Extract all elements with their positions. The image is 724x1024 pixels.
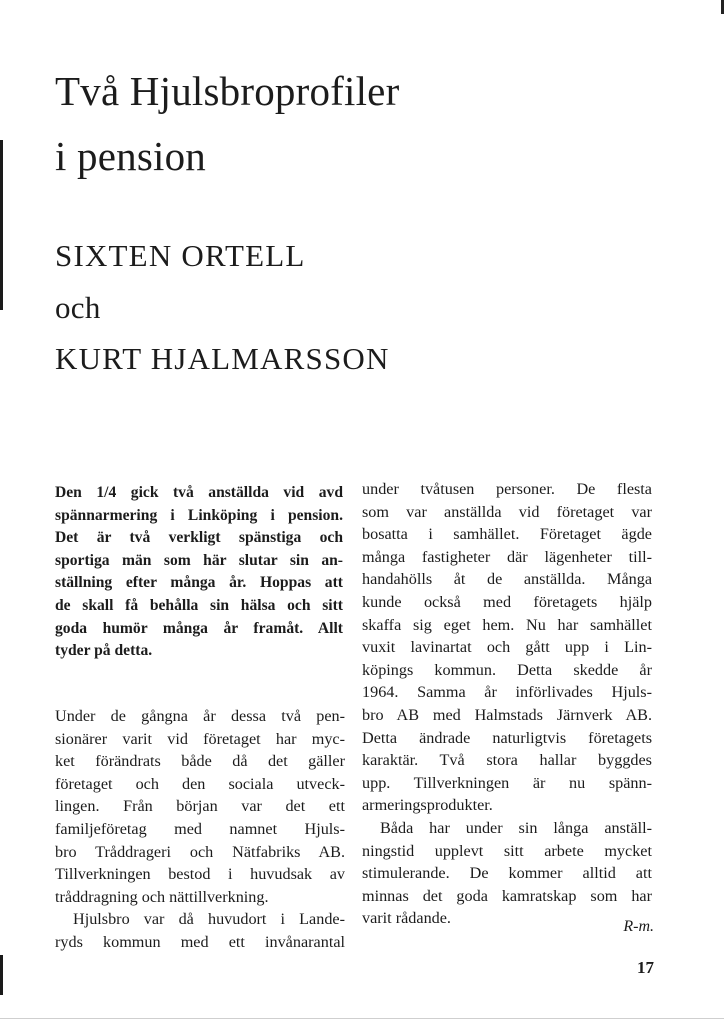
body-line: familjeföretag med namnet Hjuls- (55, 819, 345, 838)
lead-line: ställning efter många år. Hoppas att (55, 574, 343, 592)
body-line: handahölls åt de anställda. Många (362, 570, 652, 589)
body-line: bro AB med Halmstads Järnverk AB. (362, 705, 652, 724)
body-column-right (362, 478, 652, 930)
article-title-line-1: Två Hjulsbroprofiler (55, 68, 400, 114)
body-line: minnas det goda kamratskap som har (362, 886, 652, 905)
body-line: stimulerande. De kommer alltid att (362, 864, 652, 883)
body-line: många fastigheter där lägenheter till- (362, 547, 652, 566)
body-line: köpings kommun. Detta skedde år (362, 660, 652, 679)
lead-line: Det är två verkligt spänstiga och (55, 529, 343, 547)
body-line: upp. Tillverkningen är nu spänn- (362, 773, 652, 792)
body-line: tråddragning och nättillverkning. (55, 887, 269, 906)
scan-edge-mark (0, 955, 3, 995)
body-line: bosatta i samhället. Företaget ägde (362, 525, 652, 544)
body-line: kunde också med företagets hjälp (362, 592, 652, 611)
body-line: ryds kommun med ett invånarantal (55, 932, 345, 951)
body-line: ket förändrats både då det gäller (55, 752, 345, 771)
body-line: bro Tråddrageri och Nätfabriks AB. (55, 842, 345, 861)
body-line: skaffa sig eget hem. Nu har samhället (362, 615, 652, 634)
body-line: under tvåtusen personer. De flesta (362, 480, 652, 498)
body-line: Detta ändrade naturligtvis företagets (362, 728, 652, 747)
page-number: 17 (637, 958, 654, 977)
body-line: sionärer varit vid företaget har myc- (55, 729, 345, 748)
lead-line: spännarmering i Linköping i pension. (55, 506, 343, 524)
lead-line: sportiga män som här slutar sin an- (55, 551, 343, 569)
body-line: ningstid upplevt sitt arbete mycket (362, 841, 652, 860)
body-line: Tillverkningen bestod i huvudsak av (55, 865, 345, 884)
body-column-left (55, 705, 345, 954)
body-line: Båda har under sin långa anställ- (380, 818, 652, 837)
body-line: varit rådande. (362, 909, 451, 928)
page-bottom-edge (0, 1018, 724, 1019)
body-line: vuxit lavinartat och gått upp i Lin- (362, 638, 652, 657)
body-line: lingen. Från början var det ett (55, 797, 345, 816)
lead-paragraph (55, 482, 343, 663)
person-name-1: SIXTEN ORTELL (55, 238, 306, 273)
body-line: karaktär. Två stora hallar byggdes (362, 751, 652, 770)
author-signature: R-m. (623, 918, 654, 935)
body-line: som var anställda vid företaget var (362, 502, 652, 521)
article-title-line-2: i pension (55, 133, 206, 179)
body-line: armeringsprodukter. (362, 796, 493, 815)
body-line: Hjulsbro var då huvudort i Lande- (73, 910, 345, 929)
body-line: 1964. Samma år införlivades Hjuls- (362, 683, 652, 702)
body-line: Under de gångna år dessa två pen- (55, 707, 345, 725)
body-line: företaget och den sociala utveck- (55, 774, 345, 793)
person-name-2: KURT HJALMARSSON (55, 341, 390, 376)
lead-line: goda humör många år framåt. Allt (55, 619, 343, 637)
lead-line: tyder på detta. (55, 642, 153, 660)
lead-line: de skall få behålla sin hälsa och sitt (55, 596, 343, 614)
conjunction: och (55, 290, 101, 325)
scan-edge-mark (0, 140, 3, 310)
lead-line: Den 1/4 gick två anställda vid avd (55, 484, 343, 501)
